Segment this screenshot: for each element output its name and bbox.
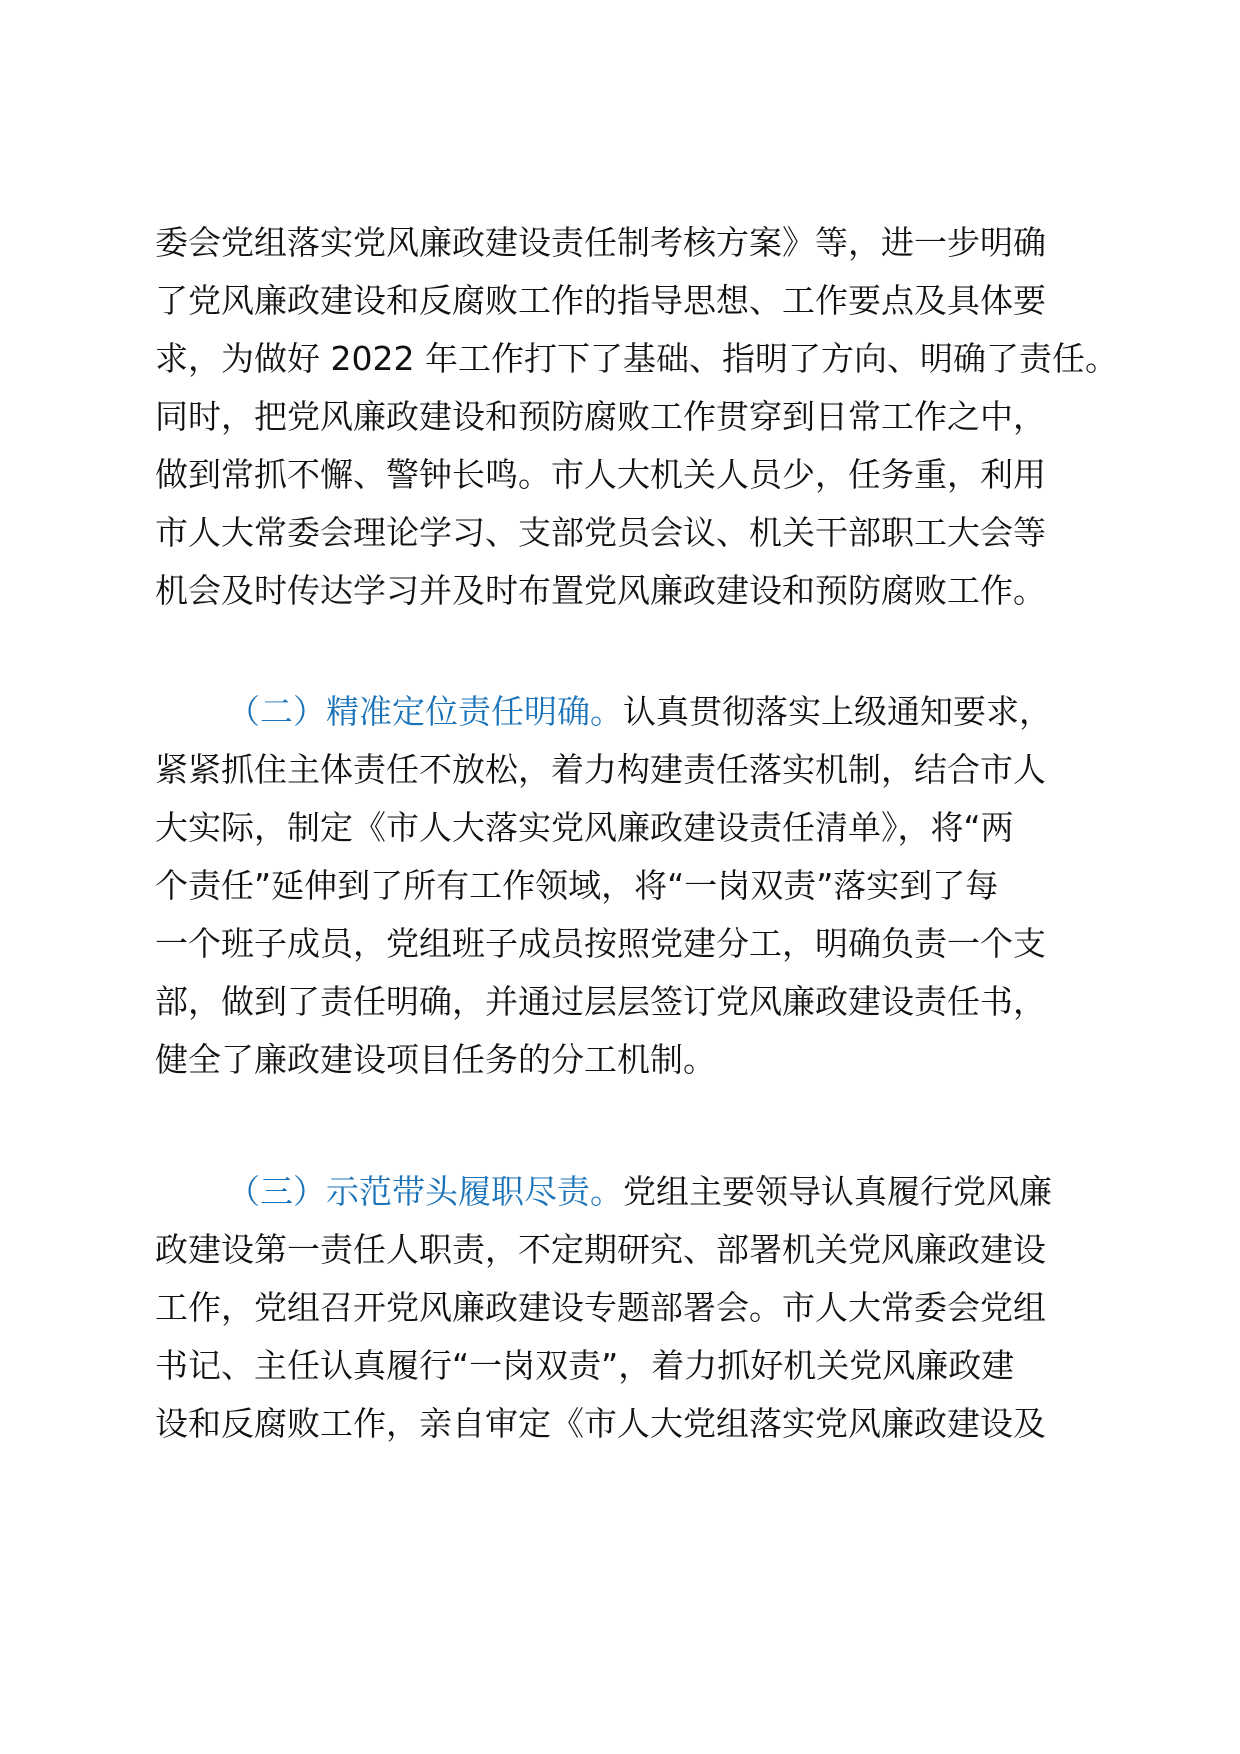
text-line: 工作，党组召开党风廉政建设专题部署会。市人大常委会党组 xyxy=(155,1288,1046,1327)
text-line: 委会党组落实党风廉政建设责任制考核方案》等，进一步明确 xyxy=(155,223,1046,262)
section-heading: （三）示范带头履职尽责。 xyxy=(227,1172,623,1211)
paragraph-first-line xyxy=(227,680,1052,744)
text-line: 市人大常委会理论学习、支部党员会议、机关干部职工大会等 xyxy=(155,513,1046,552)
text-line: 做到常抓不懈、警钟长鸣。市人大机关人员少，任务重，利用 xyxy=(155,455,1046,494)
text-line: 一个班子成员，党组班子成员按照党建分工，明确负责一个支 xyxy=(155,924,1046,963)
text-line: 部，做到了责任明确，并通过层层签订党风廉政建设责任书， xyxy=(155,982,1046,1021)
section-heading: （二）精准定位责任明确。 xyxy=(227,692,623,731)
text-line: 大实际，制定《市人大落实党风廉政建设责任清单》，将“两 xyxy=(155,808,1014,847)
text-line: 同时，把党风廉政建设和预防腐败工作贯穿到日常工作之中， xyxy=(155,397,1046,436)
text-line: 健全了廉政建设项目任务的分工机制。 xyxy=(155,1040,716,1079)
paragraph-first-line xyxy=(227,1160,1052,1224)
text-line: 书记、主任认真履行“一岗双责”，着力抓好机关党风廉政建 xyxy=(155,1346,1015,1385)
text-line: 个责任”延伸到了所有工作领域，将“一岗双责”落实到了每 xyxy=(155,866,999,905)
text-line: 政建设第一责任人职责，不定期研究、部署机关党风廉政建设 xyxy=(155,1230,1046,1269)
text-line: 紧紧抓住主体责任不放松，着力构建责任落实机制，结合市人 xyxy=(155,750,1046,789)
heading-followup-text: 认真贯彻落实上级通知要求， xyxy=(623,692,1052,731)
text-line: 了党风廉政建设和反腐败工作的指导思想、工作要点及具体要 xyxy=(155,281,1046,320)
text-line: 设和反腐败工作，亲自审定《市人大党组落实党风廉政建设及 xyxy=(155,1404,1046,1443)
heading-followup-text: 党组主要领导认真履行党风廉 xyxy=(623,1172,1052,1211)
text-line: 机会及时传达学习并及时布置党风廉政建设和预防腐败工作。 xyxy=(155,571,1046,610)
text-line: 求，为做好 2022 年工作打下了基础、指明了方向、明确了责任。 xyxy=(155,339,1118,378)
